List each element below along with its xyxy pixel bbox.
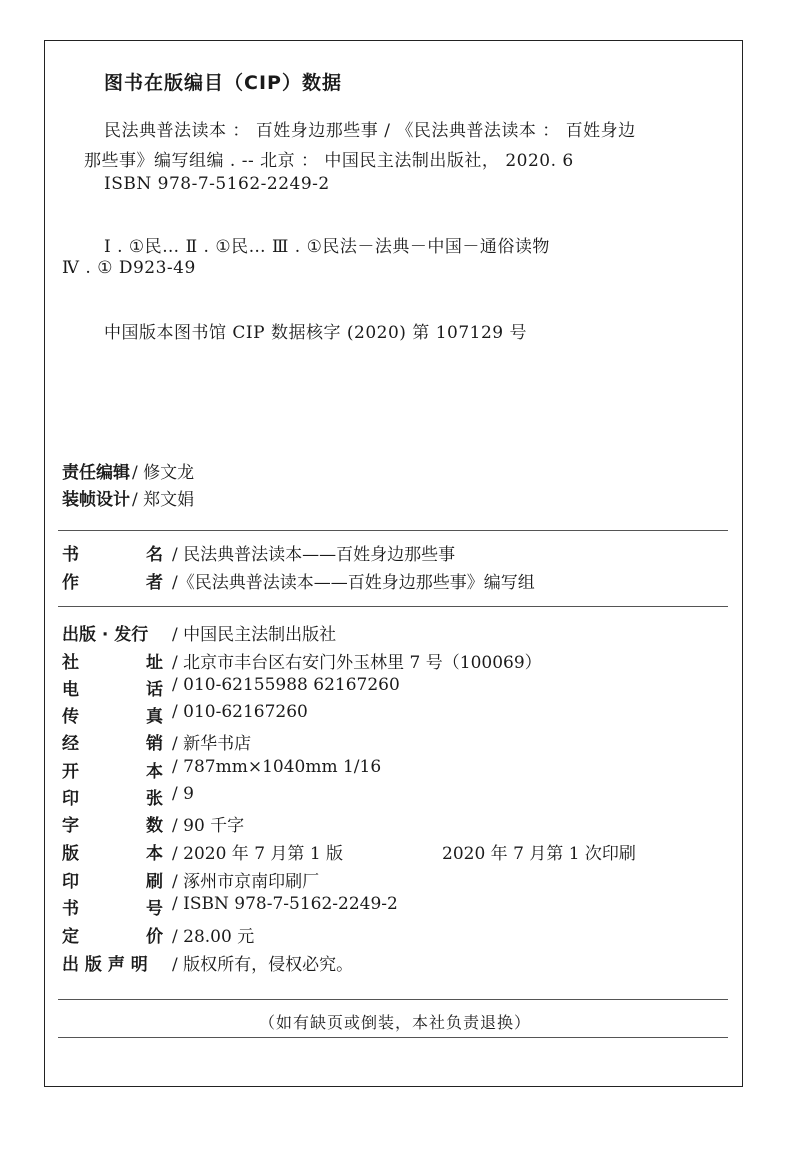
credit-editor [62,458,194,483]
cip-verify-number: 中国版本图书馆 CIP 数据核字 (2020) 第 107129 号 [104,323,528,343]
cip-entry-line-1: 民法典普法读本 ： 百姓身边那些事 / 《民法典普法读本 ： 百姓身边 [104,121,636,141]
divider [58,999,728,1000]
printing-info: 2020 年 7 月第 1 次印刷 [442,844,636,864]
credit-label: 装帧设计 [62,490,130,510]
cip-title: 图书在版编目（CIP）数据 [104,72,342,94]
divider [58,530,728,531]
cip-isbn: ISBN 978-7-5162-2249-2 [104,174,330,194]
divider [58,1037,728,1038]
return-note: （如有缺页或倒装，本社负责退换） [258,1013,531,1032]
publisher-value: / 中国民主法制出版社 [172,625,337,645]
rights-label: 出 版 声 明 [62,955,148,975]
rights-value: / 版权所有，侵权必究。 [172,955,354,975]
credit-label: 责任编辑 [62,463,130,483]
credit-designer [62,485,194,510]
publisher-label: 出版 · 发行 [62,625,149,645]
credit-value: / 修文龙 [132,463,195,483]
cip-classification-1: Ⅰ . ①民… Ⅱ . ①民… Ⅲ . ①民法－法典－中国－通俗读物 [104,237,550,257]
book-title: / 民法典普法读本——百姓身边那些事 [172,545,456,565]
book-author: /《民法典普法读本——百姓身边那些事》编写组 [172,573,535,593]
cip-classification-2: Ⅳ . ① D923-49 [62,258,196,278]
cip-entry-line-2: 那些事》编写组编 . -- 北京 ： 中国民主法制出版社， 2020. 6 [84,151,574,171]
divider [58,606,728,607]
credit-value: / 郑文娟 [132,490,195,510]
